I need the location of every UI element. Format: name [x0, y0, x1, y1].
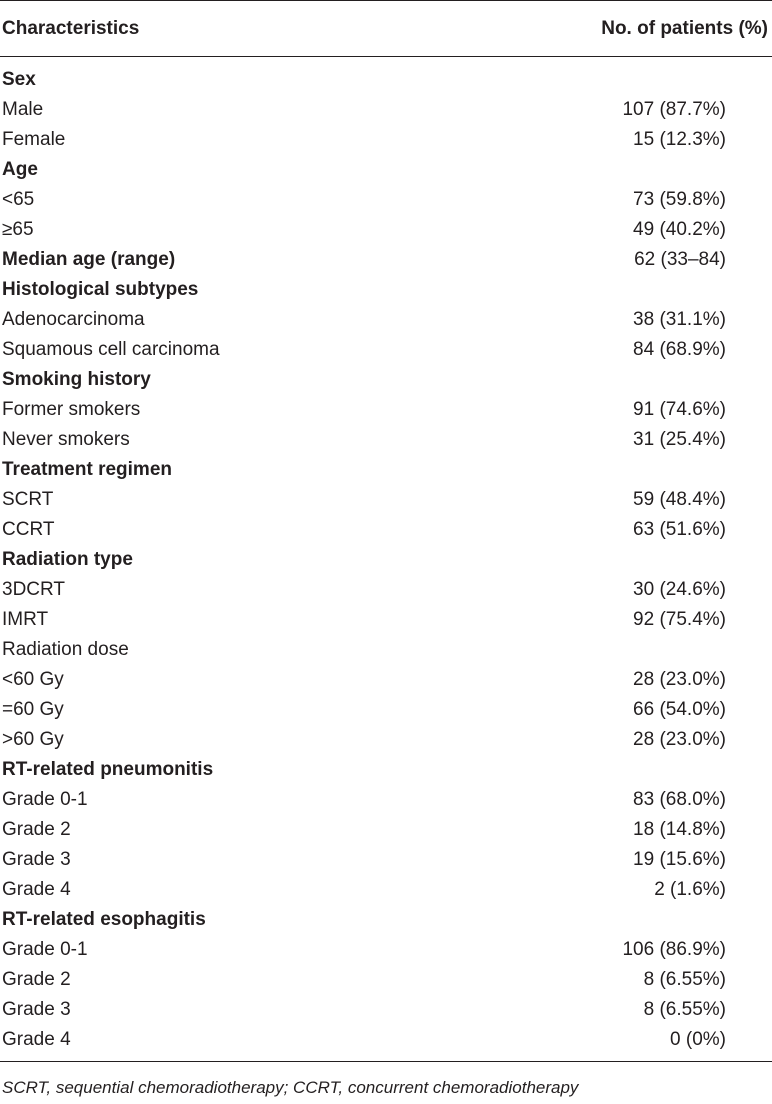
row-value: [520, 755, 772, 785]
row-value: [520, 635, 772, 665]
header-characteristics: Characteristics: [0, 1, 520, 57]
row-value: 28 (23.0%): [633, 669, 726, 690]
row-label: Grade 4: [0, 1025, 520, 1062]
row-value: 92 (75.4%): [633, 609, 726, 630]
row-value: [520, 455, 772, 485]
table-row: [0, 695, 772, 725]
row-value: 38 (31.1%): [633, 309, 726, 330]
row-value: [520, 905, 772, 935]
row-label: Former smokers: [2, 399, 141, 420]
row-label: Radiation dose: [2, 639, 129, 660]
table-row: [0, 725, 772, 755]
row-label: RT-related esophagitis: [2, 909, 206, 930]
table-group-row: [0, 455, 772, 485]
row-label: RT-related pneumonitis: [2, 759, 214, 780]
row-value: 107 (87.7%): [622, 99, 726, 120]
row-value: 73 (59.8%): [633, 189, 726, 210]
row-value: 62 (33–84): [634, 249, 726, 270]
table-row: [0, 875, 772, 905]
table-row: [0, 815, 772, 845]
row-label: <60 Gy: [2, 669, 64, 690]
table-row: [0, 845, 772, 875]
table-row: [0, 785, 772, 815]
table-body: [0, 57, 772, 1062]
row-label: Grade 2: [2, 819, 71, 840]
table-row: [0, 935, 772, 965]
row-label: Sex: [2, 69, 36, 90]
table-row: [0, 305, 772, 335]
row-value: 8 (6.55%): [643, 999, 726, 1020]
table-row: [0, 1025, 772, 1062]
table-row: [0, 515, 772, 545]
row-value: 84 (68.9%): [633, 339, 726, 360]
row-value: 0 (0%): [520, 1025, 772, 1062]
row-value: 28 (23.0%): [633, 729, 726, 750]
row-label: Median age (range): [2, 249, 176, 270]
table-row: [0, 425, 772, 455]
row-label: Treatment regimen: [2, 459, 172, 480]
table-group-row: [0, 365, 772, 395]
row-value: 19 (15.6%): [633, 849, 726, 870]
row-value: 66 (54.0%): [633, 699, 726, 720]
table-row: [0, 605, 772, 635]
row-value: [520, 57, 772, 96]
row-label: Grade 3: [2, 999, 71, 1020]
header-row: [0, 1, 772, 57]
row-value: 8 (6.55%): [643, 969, 726, 990]
row-value: [520, 275, 772, 305]
table-row: [0, 335, 772, 365]
table-footnote: SCRT, sequential chemoradiotherapy; CCRT, concurrent chemoradiotherapy: [2, 1078, 579, 1097]
table-row: [0, 125, 772, 155]
table-row: [0, 635, 772, 665]
table-row: [0, 575, 772, 605]
row-label: Histological subtypes: [2, 279, 199, 300]
table-row: [0, 995, 772, 1025]
row-label: Grade 3: [2, 849, 71, 870]
row-label: IMRT: [2, 609, 49, 630]
row-label: Grade 0-1: [2, 939, 88, 960]
row-label: Male: [2, 99, 44, 120]
row-value: 2 (1.6%): [654, 879, 726, 900]
row-value: [520, 545, 772, 575]
row-label: >60 Gy: [2, 729, 64, 750]
row-label: =60 Gy: [2, 699, 64, 720]
table-group-row: [0, 545, 772, 575]
table-group-row: [0, 155, 772, 185]
table-row: [0, 215, 772, 245]
row-value: 49 (40.2%): [633, 219, 726, 240]
row-value: 83 (68.0%): [633, 789, 726, 810]
row-value: [520, 365, 772, 395]
table-row: [0, 395, 772, 425]
row-value: 106 (86.9%): [622, 939, 726, 960]
table-group-row: [0, 905, 772, 935]
table-group-row: [0, 275, 772, 305]
row-value: 18 (14.8%): [633, 819, 726, 840]
table-group-row: [0, 755, 772, 785]
row-label: Age: [2, 159, 38, 180]
row-label: Grade 0-1: [2, 789, 88, 810]
row-label: Adenocarcinoma: [2, 309, 145, 330]
row-value: 59 (48.4%): [633, 489, 726, 510]
row-value: 91 (74.6%): [633, 399, 726, 420]
row-label: 3DCRT: [2, 579, 65, 600]
row-label: ≥65: [2, 219, 34, 240]
row-label: SCRT: [2, 489, 54, 510]
row-value: 31 (25.4%): [633, 429, 726, 450]
row-value: 15 (12.3%): [633, 129, 726, 150]
row-label: Never smokers: [2, 429, 130, 450]
row-label: Radiation type: [2, 549, 133, 570]
row-value: 30 (24.6%): [633, 579, 726, 600]
row-label: Grade 4: [2, 879, 71, 900]
table-group-row: [0, 57, 772, 96]
table-group-row: [0, 245, 772, 275]
table-row: [0, 95, 772, 125]
table-row: [0, 485, 772, 515]
table-row: [0, 185, 772, 215]
row-value: [520, 155, 772, 185]
row-label: Squamous cell carcinoma: [2, 339, 220, 360]
header-no-of-patients: No. of patients (%): [520, 1, 772, 57]
row-label: <65: [2, 189, 35, 210]
row-label: CCRT: [2, 519, 55, 540]
table-row: [0, 665, 772, 695]
table-header: [0, 1, 772, 57]
row-label: Grade 2: [2, 969, 71, 990]
row-label: Female: [2, 129, 66, 150]
row-value: 63 (51.6%): [633, 519, 726, 540]
table-row: [0, 965, 772, 995]
row-label: Smoking history: [2, 369, 151, 390]
